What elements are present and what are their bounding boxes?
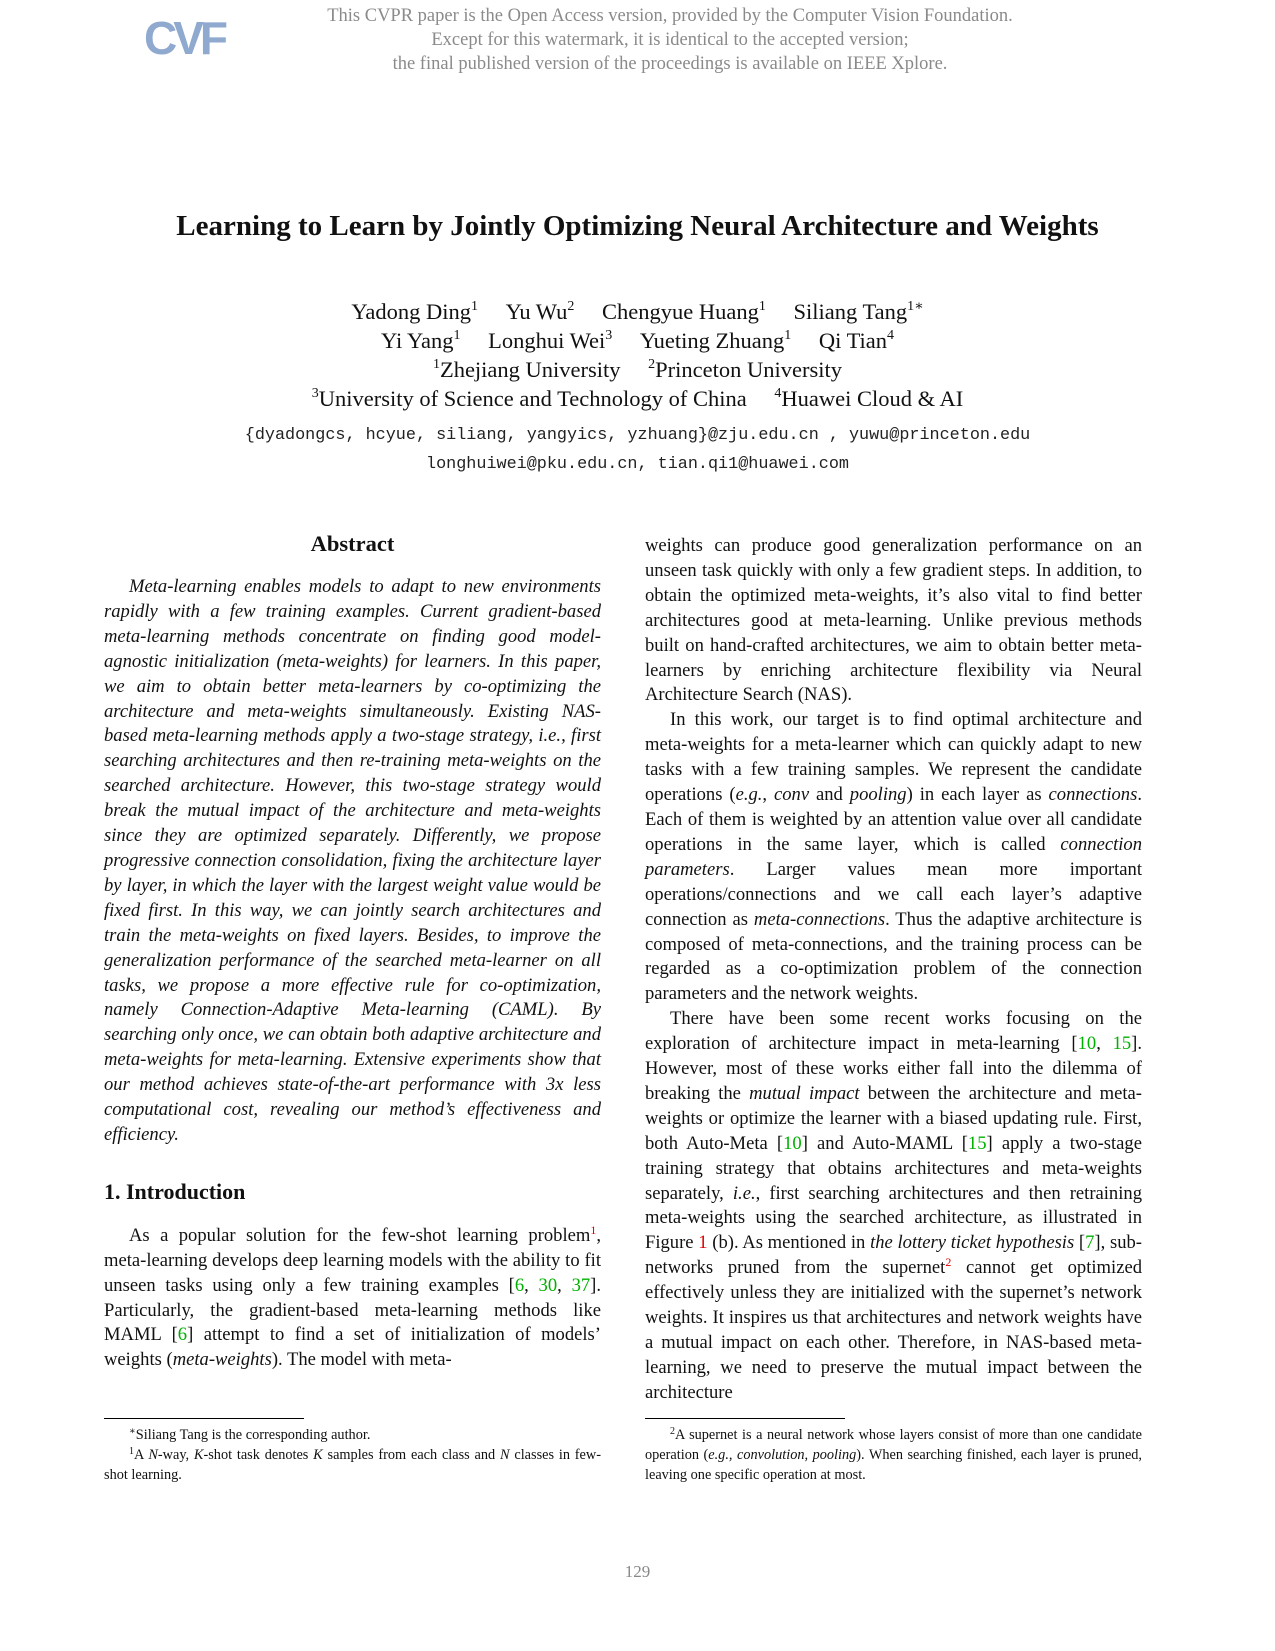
citation-link[interactable]: 15 xyxy=(967,1132,987,1154)
watermark-line: Except for this watermark, it is identical to the accepted version; xyxy=(431,30,909,50)
section-heading-introduction: 1. Introduction xyxy=(104,1178,246,1204)
intro-paragraph: In this work, our target is to find optimal architecture and meta-weights for a meta-learner which can quickly adapt to new tasks with a few training samples. We represent the candidate operations (e.g., conv and pooling) in each layer as connections. Each of them is weighted by an attention value over all candidate operations in the same layer, which is called connection parameters. Larger values mean more important operations/connections and we call each layer’s adaptive connection as meta-connections. Thus the adaptive architecture is composed of meta-connections, and the training process can be regarded as a co-optimization problem of the connection parameters and the network weights. xyxy=(645,709,1142,1005)
footnote-ref[interactable]: 2 xyxy=(945,1255,952,1270)
affiliation: $^3$University of Science and Technology of China xyxy=(311,386,747,411)
citation-link[interactable]: 6 xyxy=(514,1274,525,1296)
citation-link[interactable]: 30 xyxy=(538,1274,558,1296)
intro-paragraph-continued: weights can produce good generalization performance on an unseen task quickly with only a few gradient steps. In addition, to obtain the optimized meta-weights, it’s also vital to find better architectures good at meta-learning. Unlike previous methods built on hand-crafted architectures, we aim to obtain better meta-learners by enriching architecture flexibility via Neural Architecture Search (NAS). xyxy=(645,535,1142,706)
watermark xyxy=(250,4,1090,76)
affiliation-row xyxy=(0,355,1275,384)
citation-link[interactable]: 10 xyxy=(783,1132,802,1154)
author: Longhui Wei$^3$ xyxy=(488,328,613,353)
affiliation: $^2$Princeton University xyxy=(648,357,843,382)
footnote-rule xyxy=(104,1418,304,1419)
watermark-line: This CVPR paper is the Open Access version, provided by the Computer Vision Foundation. xyxy=(327,6,1013,26)
abstract-text: Meta-learning enables models to adapt to new environments rapidly with a few training examples. Current gradient-based meta-learning methods concentrate on finding good model-agnostic initialization (meta-weights) for learners. In this paper, we aim to obtain better meta-learners by co-optimizing the architecture and meta-weights simultaneously. Existing NAS-based meta-learning methods apply a two-stage strategy, i.e., first searching architectures and then re-training meta-weights on the searched architecture. However, this two-stage strategy would break the mutual impact of the architecture and meta-weights since they are optimized separately. Differently, we propose progressive connection consolidation, fixing the architecture layer by layer, in which the layer with the largest weight value would be fixed first. In this way, we can jointly search architectures and train the meta-weights on fixed layers. Besides, to improve the generalization performance of the searched meta-learner on all tasks, we propose a more effective rule for co-optimization, namely Connection-Adaptive Meta-learning (CAML). By searching only once, we can obtain both adaptive architecture and meta-weights for meta-learning. Extensive experiments show that our method achieves state-of-the-art performance with 3x less computational cost, revealing our method’s effectiveness and efficiency. xyxy=(104,576,601,1145)
footnote-1: $^1$A N-way, K-shot task denotes K samples from each class and N classes in few-shot learning. xyxy=(104,1446,601,1483)
author-block xyxy=(0,297,1275,413)
author: Yadong Ding$^1$ xyxy=(351,299,478,324)
footnote-rule xyxy=(645,1418,845,1419)
footnote-ref[interactable]: 1 xyxy=(590,1222,597,1237)
author: Siliang Tang$^{1∗}$ xyxy=(793,299,924,324)
figure-ref-link[interactable]: 1 xyxy=(698,1232,708,1254)
affiliation: $^1$Zhejiang University xyxy=(432,357,621,382)
footnote-2: $^2$A supernet is a neural network whose layers consist of more than one candidate operation (e.g., convolution, pooling). When searching finished, each layer is pruned, leaving one specific operation at most. xyxy=(645,1426,1143,1483)
author: Yi Yang$^1$ xyxy=(380,328,461,353)
author: Chengyue Huang$^1$ xyxy=(602,299,766,324)
author: Yueting Zhuang$^1$ xyxy=(639,328,792,353)
footnote-corresponding: ∗Siliang Tang is the corresponding author. xyxy=(129,1426,371,1443)
author: Qi Tian$^4$ xyxy=(818,328,895,353)
author-emails xyxy=(0,421,1275,479)
author-row xyxy=(0,297,1275,326)
author-row xyxy=(0,326,1275,355)
citation-link[interactable]: 10 xyxy=(1077,1033,1097,1055)
citation-link[interactable]: 15 xyxy=(1112,1033,1132,1055)
author: Yu Wu$^2$ xyxy=(505,299,575,324)
affiliation-row xyxy=(0,384,1275,413)
intro-paragraph: There have been some recent works focusing on the exploration of architecture impact in meta-learning [10, 15]. However, most of these works either fall into the dilemma of breaking the mutual impact between the architecture and meta-weights or optimize the learner with a biased updating rule. First, both Auto-Meta [10] and Auto-MAML [15] apply a two-stage training strategy that obtains architectures and meta-weights separately, i.e., first searching architectures and then retraining meta-weights using the searched architecture, as illustrated in Figure 1 (b). As mentioned in the lottery ticket hypothesis [7], sub-networks pruned from the supernet$^2$ cannot get optimized effectively unless they are initialized with the supernet’s network weights. It inspires us that architectures and network weights have a mutual impact on each other. Therefore, in NAS-based meta-learning, we need to preserve the mutual impact between the architecture xyxy=(645,1008,1143,1403)
intro-paragraph: As a popular solution for the few-shot learning problem$^1$, meta-learning develops deep learning models with the ability to fit unseen tasks using only a few training examples [6, 30, 37]. Particularly, the gradient-based meta-learning methods like MAML [6] attempt to find a set of initialization of models’ weights (meta-weights). The model with meta- xyxy=(104,1222,602,1371)
left-column xyxy=(104,530,601,1373)
abstract-heading: Abstract xyxy=(310,531,395,556)
watermark-line: the final published version of the proceedings is available on IEEE Xplore. xyxy=(392,54,948,74)
citation-link[interactable]: 37 xyxy=(571,1274,591,1296)
paper-title: Learning to Learn by Jointly Optimizing Neural Architecture and Weights xyxy=(176,210,1099,242)
email-line: longhuiwei@pku.edu.cn, tian.qi1@huawei.com xyxy=(426,455,849,474)
footnotes-left xyxy=(104,1418,601,1485)
cvf-logo xyxy=(138,8,230,72)
citation-link[interactable]: 6 xyxy=(177,1324,188,1346)
citation-link[interactable]: 7 xyxy=(1085,1232,1095,1254)
email-line: {dyadongcs, hcyue, siliang, yangyics, yzhuang}@zju.edu.cn , yuwu@princeton.edu xyxy=(244,426,1031,445)
page-number: 129 xyxy=(624,1562,651,1581)
right-column xyxy=(645,534,1142,1406)
affiliation: $^4$Huawei Cloud & AI xyxy=(774,386,964,411)
footnotes-right xyxy=(645,1418,1142,1485)
cvf-logo-text: CVF xyxy=(144,12,224,64)
